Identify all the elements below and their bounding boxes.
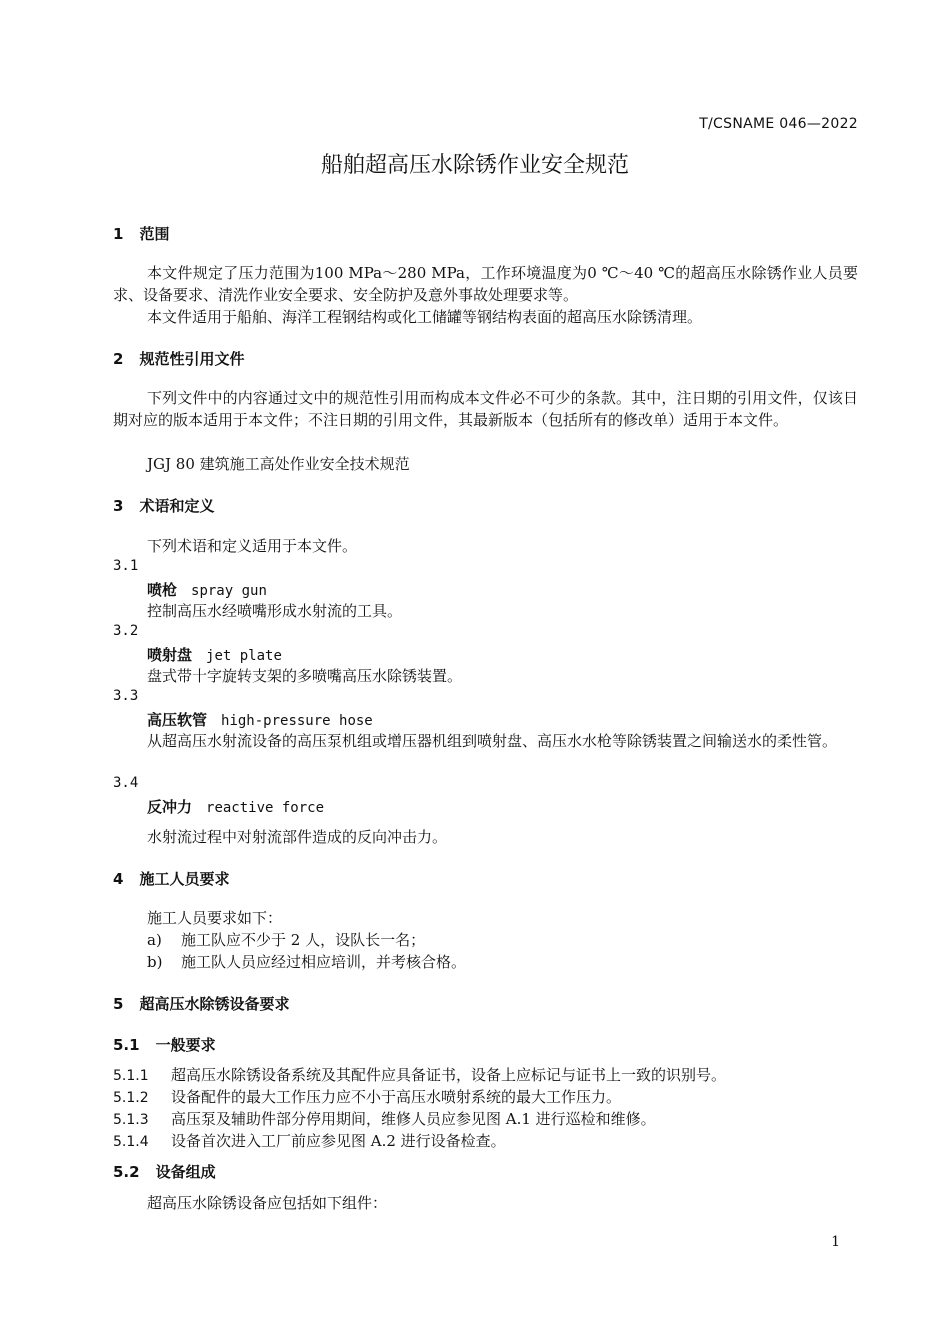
subsection-5-1-heading: [113, 1034, 216, 1055]
term-chinese: 高压软管: [147, 711, 208, 729]
term-heading: [147, 709, 373, 730]
section-title: 范围: [139, 225, 170, 243]
term-number: 3.1: [113, 558, 139, 574]
section-3-heading: [113, 495, 214, 516]
document-title: 船舶超高压水除锈作业安全规范: [320, 153, 629, 178]
term-number: 3.4: [113, 775, 139, 791]
section-title: 超高压水除锈设备要求: [139, 995, 290, 1013]
clause-number: 5.1.4: [113, 1134, 149, 1150]
section-title: 施工人员要求: [139, 870, 230, 888]
term-number: 3.2: [113, 623, 139, 639]
list-label: a): [147, 931, 162, 949]
section-4-intro: 施工人员要求如下：: [147, 909, 283, 927]
term-definition: 水射流过程中对射流部件造成的反向冲击力。: [147, 828, 448, 846]
standard-number: T/CSNAME 046—2022: [699, 116, 858, 132]
clause: [113, 1064, 726, 1085]
section-1-paragraph-2: 本文件适用于船舶、海洋工程钢结构或化工储罐等钢结构表面的超高压水除锈清理。: [147, 308, 703, 326]
section-number: 5: [113, 995, 124, 1013]
clause: [113, 1086, 621, 1107]
page-number: 1: [831, 1234, 840, 1250]
section-5-heading: [113, 993, 289, 1014]
list-text: 施工队应不少于 2 人，设队长一名；: [181, 931, 426, 949]
term-heading: [147, 579, 267, 600]
subsection-5-2-intro: 超高压水除锈设备应包括如下组件：: [147, 1194, 388, 1212]
normative-reference: JGJ 80 建筑施工高处作业安全技术规范: [147, 455, 410, 473]
list-text: 施工队人员应经过相应培训，并考核合格。: [181, 953, 467, 971]
term-english: spray gun: [191, 583, 267, 599]
term-definition: 控制高压水经喷嘴形成水射流的工具。: [147, 602, 403, 620]
term-chinese: 喷射盘: [147, 646, 193, 664]
section-number: 1: [113, 225, 124, 243]
section-number: 3: [113, 497, 124, 515]
term-number: 3.3: [113, 688, 139, 704]
clause-number: 5.1.2: [113, 1090, 149, 1106]
subsection-number: 5.2: [113, 1163, 140, 1181]
term-english: high-pressure hose: [221, 713, 373, 729]
clause-text: 超高压水除锈设备系统及其配件应具备证书，设备上应标记与证书上一致的识别号。: [171, 1066, 727, 1084]
list-label: b): [147, 953, 163, 971]
section-number: 2: [113, 350, 124, 368]
clause-text: 设备首次进入工厂前应参见图 A.2 进行设备检查。: [171, 1132, 506, 1150]
section-1-heading: [113, 223, 169, 244]
term-english: reactive force: [206, 800, 325, 816]
subsection-5-2-heading: [113, 1161, 216, 1182]
subsection-number: 5.1: [113, 1036, 140, 1054]
list-item: [147, 929, 425, 950]
clause-number: 5.1.3: [113, 1112, 149, 1128]
section-number: 4: [113, 870, 124, 888]
section-title: 规范性引用文件: [139, 350, 245, 368]
term-chinese: 反冲力: [147, 798, 193, 816]
section-title: 术语和定义: [139, 497, 215, 515]
clause-number: 5.1.1: [113, 1068, 149, 1084]
clause: [113, 1108, 656, 1129]
term-heading: [147, 796, 324, 817]
term-chinese: 喷枪: [147, 581, 178, 599]
section-2-heading: [113, 348, 244, 369]
clause: [113, 1130, 506, 1151]
list-item: [147, 951, 466, 972]
section-1-paragraph-1: 本文件规定了压力范围为100 MPa～280 MPa，工作环境温度为0 ℃～40 ℃的超高压水除锈作业人员要求、设备要求、清洗作业安全要求、安全防护及意外事故处理要求等。: [113, 264, 858, 304]
clause-text: 高压泵及辅助件部分停用期间，维修人员应参见图 A.1 进行巡检和维修。: [171, 1110, 656, 1128]
section-3-intro: 下列术语和定义适用于本文件。: [147, 537, 358, 555]
clause-text: 设备配件的最大工作压力应不小于高压水喷射系统的最大工作压力。: [171, 1088, 622, 1106]
term-english: jet plate: [206, 648, 282, 664]
term-definition: 从超高压水射流设备的高压泵机组或增压器机组到喷射盘、高压水水枪等除锈装置之间输送水的柔性管。: [147, 732, 838, 750]
term-heading: [147, 644, 282, 665]
section-4-heading: [113, 868, 229, 889]
term-definition: 盘式带十字旋转支架的多喷嘴高压水除锈装置。: [147, 667, 463, 685]
subsection-title: 一般要求: [155, 1036, 216, 1054]
subsection-title: 设备组成: [155, 1163, 216, 1181]
section-2-paragraph-1: 下列文件中的内容通过文中的规范性引用而构成本文件必不可少的条款。其中，注日期的引用文件，仅该日期对应的版本适用于本文件；不注日期的引用文件，其最新版本（包括所有的修改单）适用于本文件。: [113, 389, 858, 429]
